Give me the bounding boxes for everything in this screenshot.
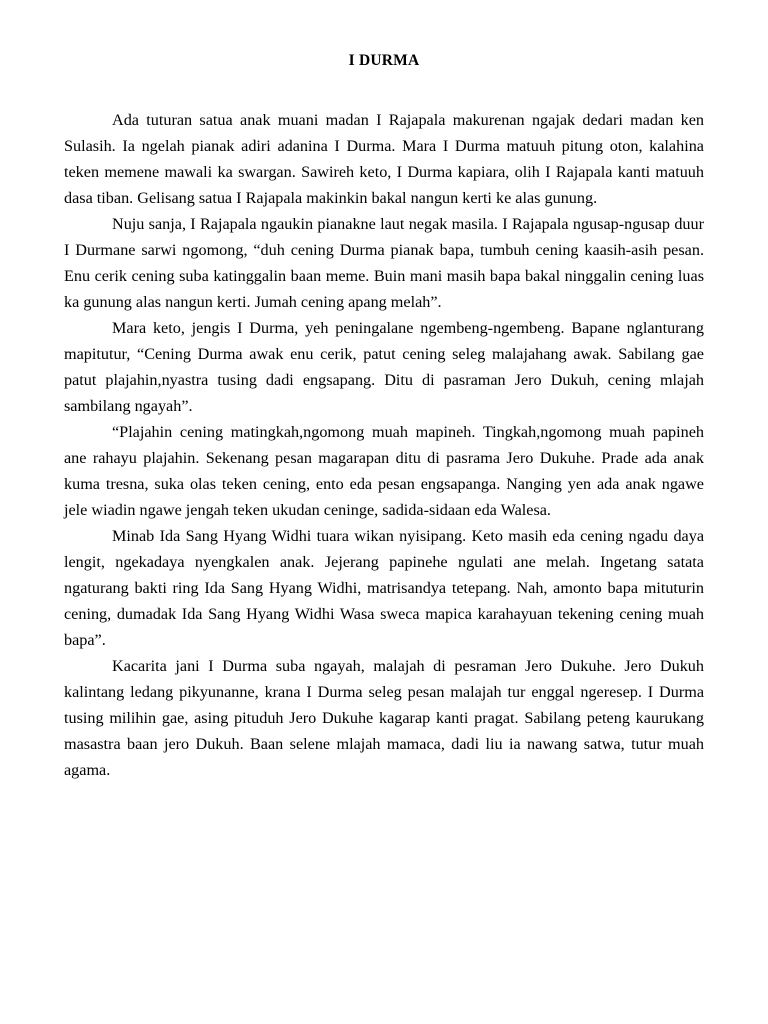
paragraph: Ada tuturan satua anak muani madan I Rajapala makurenan ngajak dedari madan ken Sulasih. Ia ngelah pianak adiri adanina I Durma. Mara I Durma matuuh pitung oton, kalahina teken memene mawali ka swargan. Sawireh keto, I Durma kapiara, olih I Rajapala kanti matuuh dasa tiban. Gelisang satua I Rajapala makinkin bakal nangun kerti ke alas gunung.: [64, 111, 704, 207]
document-body: [64, 107, 704, 783]
paragraph: “Plajahin cening matingkah,ngomong muah mapineh. Tingkah,ngomong muah papineh ane rahayu plajahin. Sekenang pesan magarapan ditu di pasrama Jero Dukuhe. Prade ada anak kuma tresna, suka olas teken cening, ento eda pesan engsapanga. Nanging yen ada anak ngawe jele wiadin ngawe jengah teken ukudan ceninge, sadida-sidaan eda Walesa.: [64, 423, 704, 519]
document-title: I DURMA: [348, 52, 420, 69]
paragraph: Kacarita jani I Durma suba ngayah, malajah di pesraman Jero Dukuhe. Jero Dukuh kalintang ledang pikyunanne, krana I Durma seleg pesan malajah tur enggal ngeresep. I Durma tusing milihin gae, asing pituduh Jero Dukuhe kagarap kanti pragat. Sabilang peteng kaurukang masastra baan jero Dukuh. Baan selene mlajah mamaca, dadi liu ia nawang satwa, tutur muah agama.: [64, 657, 704, 779]
paragraph: Nuju sanja, I Rajapala ngaukin pianakne laut negak masila. I Rajapala ngusap-ngusap duur I Durmane sarwi ngomong, “duh cening Durma pianak bapa, tumbuh cening kaasih-asih pesan. Enu cerik cening suba katinggalin baan meme. Buin mani masih bapa bakal ninggalin cening luas ka gunung alas nangun kerti. Jumah cening apang melah”.: [64, 215, 704, 311]
paragraph: Minab Ida Sang Hyang Widhi tuara wikan nyisipang. Keto masih eda cening ngadu daya lengit, ngekadaya nyengkalen anak. Jejerang papinehe ngulati ane melah. Ingetang satata ngaturang bakti ring Ida Sang Hyang Widhi, matrisandya tetepang. Nah, amonto bapa mituturin cening, dumadak Ida Sang Hyang Widhi Wasa sweca mapica karahayuan tekening cening muah bapa”.: [64, 527, 704, 649]
paragraph: Mara keto, jengis I Durma, yeh peningalane ngembeng-ngembeng. Bapane nglanturang mapitutur, “Cening Durma awak enu cerik, patut cening seleg malajahang awak. Sabilang gae patut plajahin,nyastra tusing dadi engsapang. Ditu di pasraman Jero Dukuh, cening mlajah sambilang ngayah”.: [64, 319, 704, 415]
